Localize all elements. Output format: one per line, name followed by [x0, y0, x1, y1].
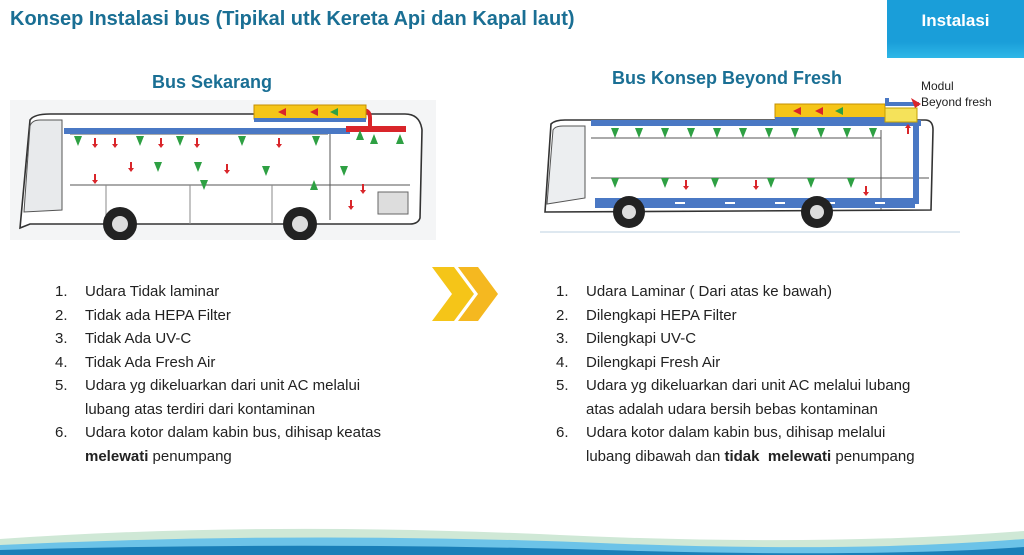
section-tag: Instalasi	[887, 0, 1024, 58]
bus-current-illustration	[10, 100, 436, 240]
item-number: 1.	[556, 283, 569, 300]
left-list	[55, 280, 435, 468]
list-item	[55, 351, 435, 375]
modul-label-line1: Modul	[921, 79, 954, 93]
item-text: Tidak Ada Fresh Air	[85, 353, 216, 371]
item-number: 1.	[55, 283, 68, 300]
item-text-bold: tidak	[724, 447, 760, 465]
list-item	[55, 304, 435, 328]
item-text-line2: atas adalah udara bersih bebas kontaminan	[586, 400, 878, 418]
list-item	[55, 327, 435, 351]
item-text-bold: melewati	[85, 447, 149, 465]
list-item	[556, 304, 986, 328]
bus-beyond-fresh-illustration	[535, 94, 935, 234]
item-number: 3.	[556, 330, 569, 347]
road-line	[540, 230, 960, 234]
item-text-rest: penumpang	[831, 447, 915, 465]
item-text: Dilengkapi UV-C	[586, 330, 697, 347]
modul-label-line2: Beyond fresh	[921, 95, 992, 109]
list-item	[55, 374, 435, 421]
modul-label	[921, 78, 992, 110]
footer-wave	[0, 517, 1024, 555]
list-item	[556, 351, 986, 375]
item-text: Tidak Ada UV-C	[85, 330, 192, 347]
page-title: Konsep Instalasi bus (Tipikal utk Kereta Api dan Kapal laut)	[10, 8, 575, 30]
item-text: Udara Laminar ( Dari atas ke bawah)	[586, 283, 832, 300]
list-item	[556, 327, 986, 351]
item-number: 2.	[55, 306, 68, 324]
item-text-pre: lubang dibawah dan	[586, 447, 725, 465]
list-item	[556, 374, 986, 421]
item-number: 6.	[55, 424, 68, 441]
item-text: Dilengkapi Fresh Air	[586, 353, 721, 371]
list-item	[556, 421, 986, 468]
list-item	[55, 280, 435, 304]
item-number: 5.	[55, 377, 68, 394]
item-number: 3.	[55, 330, 68, 347]
item-number: 4.	[556, 353, 569, 371]
right-subtitle: Bus Konsep Beyond Fresh	[612, 68, 843, 88]
chevron-arrows-icon	[430, 265, 502, 323]
item-number: 4.	[55, 353, 68, 371]
list-item	[556, 280, 986, 304]
item-number: 2.	[556, 306, 569, 324]
item-text-line2: lubang atas terdiri dari kontaminan	[85, 400, 316, 418]
item-text-line1: Udara yg dikeluarkan dari unit AC melalui	[85, 377, 361, 394]
item-text-rest: penumpang	[148, 447, 232, 465]
item-text: Udara Tidak laminar	[85, 283, 220, 300]
item-text-bold: melewati	[767, 447, 832, 465]
item-number: 6.	[556, 424, 569, 441]
item-text: Dilengkapi HEPA Filter	[586, 306, 737, 324]
right-list	[556, 280, 986, 468]
item-number: 5.	[556, 377, 569, 394]
item-text-line1: Udara yg dikeluarkan dari unit AC melalui lubang	[586, 377, 911, 394]
item-text: Tidak ada HEPA Filter	[85, 306, 231, 324]
list-item	[55, 421, 435, 468]
left-subtitle: Bus Sekarang	[152, 72, 273, 92]
item-text-line1: Udara kotor dalam kabin bus, dihisap keatas	[85, 424, 382, 441]
item-text-line1: Udara kotor dalam kabin bus, dihisap melalui	[586, 424, 886, 441]
item-text-mid	[759, 448, 767, 465]
